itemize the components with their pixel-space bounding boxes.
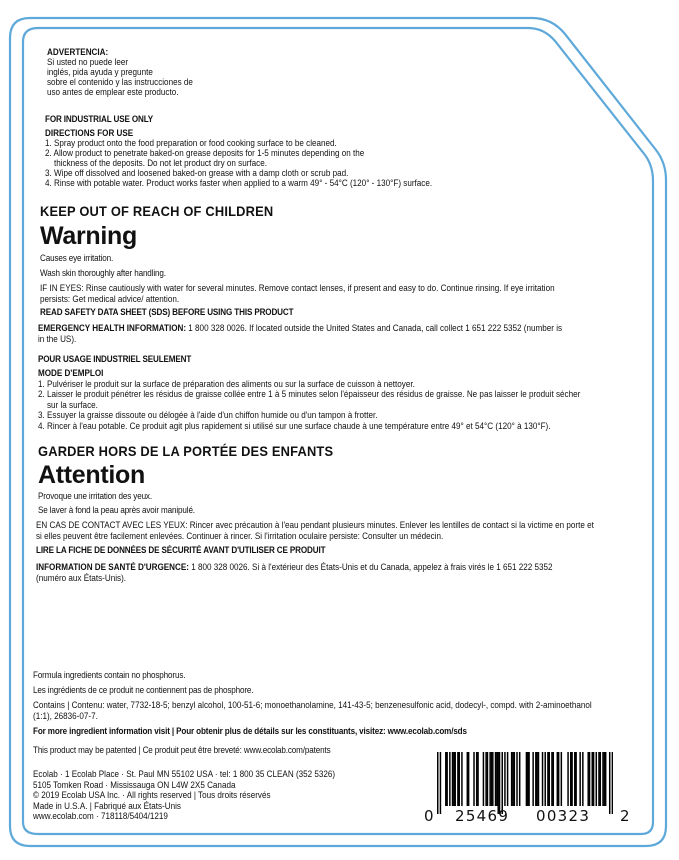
emergency-label: EMERGENCY HEALTH INFORMATION: bbox=[38, 323, 187, 333]
barcode-bar bbox=[446, 752, 447, 806]
keep-out-heading-fr: GARDER HORS DE LA PORTÉE DES ENFANTS bbox=[38, 443, 334, 459]
barcode-bar bbox=[561, 752, 562, 806]
read-sds-en: READ SAFETY DATA SHEET (SDS) BEFORE USING THIS PRODUCT bbox=[40, 307, 294, 317]
mode-step: 2. Laisser le produit pénétrer les résidus de graisse collée entre 1 à 5 minutes selon l'épaisseur des résidus de graisse. Ne pas laisser le produit sécher bbox=[38, 389, 581, 399]
upc-barcode bbox=[437, 752, 613, 814]
mode-step: 1. Pulvériser le produit sur la surface de préparation des aliments ou sur la surface de cuisson à nettoyer. bbox=[38, 378, 415, 389]
ingredient-info-link: For more ingredient information visit | Pour obtenir plus de détails sur les constituants, visitez: www.ecolab.com/sds bbox=[33, 726, 467, 736]
barcode-bar bbox=[437, 752, 438, 814]
barcode-bar bbox=[492, 752, 493, 806]
barcode-bar bbox=[519, 752, 520, 806]
barcode-bar bbox=[598, 752, 599, 806]
attention-signal-word: Attention bbox=[38, 461, 145, 489]
barcode-bar bbox=[504, 752, 505, 806]
barcode-bar bbox=[476, 752, 477, 806]
info-label: INFORMATION DE SANTÉ D'URGENCE: bbox=[36, 562, 189, 572]
barcode-bar bbox=[567, 752, 568, 806]
directions-title: DIRECTIONS FOR USE bbox=[45, 128, 134, 138]
patent-notice: This product may be patented | Ce produit peut être breveté: www.ecolab.com/patents bbox=[33, 745, 331, 755]
address-line: 5105 Tomken Road · Mississauga ON L4W 2X5 Canada bbox=[33, 779, 236, 790]
barcode-bar bbox=[501, 752, 502, 814]
barcode-bar bbox=[604, 752, 605, 806]
barcode-bar bbox=[461, 752, 462, 806]
barcode-bar bbox=[485, 752, 486, 806]
barcode-bar bbox=[526, 752, 527, 806]
barcode-bar bbox=[453, 752, 454, 806]
barcode-bar bbox=[497, 752, 498, 814]
first-aid-line: IF IN EYES: Rinse cautiously with water for several minutes. Remove contact lenses, if present and easy to do. Continue rinsing. If eye irritation bbox=[40, 283, 555, 293]
barcode-bar bbox=[495, 752, 496, 806]
mode-step: sur la surface. bbox=[47, 399, 98, 410]
direction-step: 2. Allow product to penetrate baked-on grease deposits for 1-5 minutes depending on the bbox=[45, 148, 365, 158]
emergency-text: 1 800 328 0026. If located outside the United States and Canada, call collect 1 651 222 5352 (number is bbox=[186, 323, 563, 333]
barcode-bar bbox=[579, 752, 580, 806]
mode-step: 3. Essuyer la graisse dissoute ou délogée à l'aide d'un chiffon humide ou d'un tampon à frotter. bbox=[38, 410, 378, 420]
phosphorus-fr: Les ingrédients de ce produit ne contiennent pas de phosphore. bbox=[33, 685, 254, 695]
barcode-bar bbox=[487, 752, 488, 806]
phosphorus-en: Formula ingredients contain no phosphorus. bbox=[33, 670, 186, 680]
direction-step: 4. Rinse with potable water. Product works faster when applied to a warm 49° - 54°C (120° - 130°F) surface. bbox=[45, 178, 433, 188]
address-block bbox=[33, 769, 335, 822]
barcode-bar bbox=[551, 752, 552, 806]
direction-step: 1. Spray product onto the food preparation or food cooking surface to be cleaned. bbox=[45, 138, 337, 148]
barcode-bar bbox=[477, 752, 478, 806]
barcode-bar bbox=[449, 752, 450, 806]
barcode-bar bbox=[596, 752, 597, 806]
contact-yeux-block bbox=[36, 520, 594, 541]
barcode-bar bbox=[612, 752, 613, 814]
barcode-bar bbox=[593, 752, 594, 806]
emergency-block-en bbox=[38, 323, 562, 344]
barcode-bar bbox=[468, 752, 469, 806]
advertencia-title: ADVERTENCIA: bbox=[47, 47, 109, 57]
barcode-bar bbox=[454, 752, 455, 806]
barcode-bar bbox=[575, 752, 576, 806]
first-aid-line-fr: si elles peuvent être facilement enlevées. Continuer à rincer. Si l'irritation oculaire persiste: Consulter un médecin. bbox=[36, 530, 444, 541]
barcode-check-digit: 2 bbox=[620, 807, 631, 825]
barcode-bar bbox=[574, 752, 575, 806]
barcode-bar bbox=[445, 752, 446, 806]
barcode-bar bbox=[571, 752, 572, 806]
address-line: Made in U.S.A. | Fabriqué aux États-Unis bbox=[33, 800, 181, 811]
barcode-bar bbox=[549, 752, 550, 806]
barcode-bar bbox=[547, 752, 548, 806]
first-aid-line-fr: EN CAS DE CONTACT AVEC LES YEUX: Rincer avec précaution à l'eau pendant plusieurs minutes. Enlever les lentilles de contact si la victime en porte et bbox=[36, 520, 594, 530]
barcode-bar bbox=[538, 752, 539, 806]
read-sds-fr: LIRE LA FICHE DE DONNÉES DE SÉCURITÉ AVANT D'UTILISER CE PRODUIT bbox=[36, 545, 326, 555]
if-in-eyes-block bbox=[40, 283, 555, 304]
info-text: (numéro aux États-Unis). bbox=[36, 572, 127, 583]
ingredients-line: (1:1), 26836-07-7. bbox=[33, 710, 98, 721]
barcode-bar bbox=[602, 752, 603, 806]
barcode-bar bbox=[542, 752, 543, 806]
barcode-bar bbox=[587, 752, 588, 806]
first-aid-line: persists: Get medical advice/ attention. bbox=[40, 293, 180, 304]
barcode-bar bbox=[600, 752, 601, 806]
industrial-use-en: FOR INDUSTRIAL USE ONLY bbox=[45, 114, 154, 124]
advertencia-line: uso antes de emplear este producto. bbox=[47, 87, 179, 97]
contains-block bbox=[33, 700, 592, 721]
info-text: 1 800 328 0026. Si à l'extérieur des États-Unis et du Canada, appelez à frais virés le 1 651 222 5352 bbox=[188, 562, 553, 572]
advertencia-block bbox=[47, 47, 193, 97]
barcode-bar bbox=[582, 752, 583, 806]
barcode-bar bbox=[527, 752, 528, 806]
barcode-bar bbox=[544, 752, 545, 806]
advertencia-line: inglés, pida ayuda y pregunte bbox=[47, 67, 153, 77]
hazard-statement-fr: Provoque une irritation des yeux. bbox=[38, 491, 152, 501]
keep-out-heading-en: KEEP OUT OF REACH OF CHILDREN bbox=[40, 203, 274, 219]
barcode-bar bbox=[507, 752, 508, 806]
barcode-bar bbox=[592, 752, 593, 806]
barcode-bar bbox=[489, 752, 490, 806]
address-line: www.ecolab.com · 718118/5404/1219 bbox=[33, 811, 168, 821]
mode-emploi-block bbox=[38, 368, 580, 431]
barcode-bar bbox=[511, 752, 512, 806]
barcode-bar bbox=[570, 752, 571, 806]
warning-signal-word: Warning bbox=[40, 222, 137, 250]
barcode-bar bbox=[528, 752, 529, 806]
directions-block bbox=[45, 128, 432, 188]
mode-step: 4. Rincer à l'eau potable. Ce produit agit plus rapidement si utilisé sur une surface chaude à une température entre 49° et 54°C (120° à 130°F). bbox=[38, 420, 551, 431]
barcode-bar bbox=[473, 752, 474, 806]
industrial-use-fr: POUR USAGE INDUSTRIEL SEULEMENT bbox=[38, 354, 192, 364]
mode-title: MODE D'EMPLOI bbox=[38, 368, 104, 378]
barcode-bar bbox=[499, 752, 500, 814]
barcode-bar bbox=[557, 752, 558, 806]
barcode-bar bbox=[609, 752, 610, 814]
barcode-bar bbox=[605, 752, 606, 806]
emergency-text: in the US). bbox=[38, 333, 77, 344]
barcode-bar bbox=[514, 752, 515, 806]
barcode-bar bbox=[457, 752, 458, 806]
precaution-statement: Wash skin thoroughly after handling. bbox=[40, 268, 166, 278]
barcode-bar bbox=[467, 752, 468, 806]
precaution-statement-fr: Se laver à fond la peau après avoir manipulé. bbox=[38, 505, 195, 515]
barcode-bar bbox=[491, 752, 492, 806]
barcode-lead-digit: 0 bbox=[424, 807, 435, 825]
barcode-bar bbox=[440, 752, 441, 814]
advertencia-line: sobre el contenido y las instrucciones de bbox=[47, 77, 193, 87]
barcode-bar bbox=[589, 752, 590, 806]
barcode-bar bbox=[535, 752, 536, 806]
advertencia-line: Si usted no puede leer bbox=[47, 57, 129, 67]
barcode-right-digits: 00323 bbox=[536, 807, 591, 825]
barcode-bar bbox=[532, 752, 533, 806]
emergency-block-fr bbox=[36, 562, 553, 583]
address-line: Ecolab · 1 Ecolab Place · St. Paul MN 55102 USA · tel: 1 800 35 CLEAN (352 5326) bbox=[33, 769, 336, 779]
hazard-statement: Causes eye irritation. bbox=[40, 253, 114, 263]
direction-step: thickness of the deposits. Do not let product dry on surface. bbox=[54, 158, 267, 168]
ingredients-line: Contains | Contenu: water, 7732-18-5; benzyl alcohol, 100-51-6; monoethanolamine, 141-43-5; benzenesulfonic acid, dodecyl-, compd. with 2-aminoethanol bbox=[33, 700, 592, 710]
barcode-bar bbox=[483, 752, 484, 806]
barcode-bar bbox=[512, 752, 513, 806]
barcode-bar bbox=[516, 752, 517, 806]
address-line: © 2019 Ecolab USA Inc. · All rights reserved | Tous droits réservés bbox=[33, 790, 271, 800]
direction-step: 3. Wipe off dissolved and loosened baked-on grease with a damp cloth or scrub pad. bbox=[45, 168, 349, 178]
barcode-bar bbox=[536, 752, 537, 806]
barcode-bar bbox=[459, 752, 460, 806]
barcode-bar bbox=[452, 752, 453, 806]
barcode-left-digits: 25469 bbox=[455, 807, 510, 825]
barcode-bar bbox=[496, 752, 497, 806]
barcode-bar bbox=[558, 752, 559, 806]
barcode-bar bbox=[553, 752, 554, 806]
